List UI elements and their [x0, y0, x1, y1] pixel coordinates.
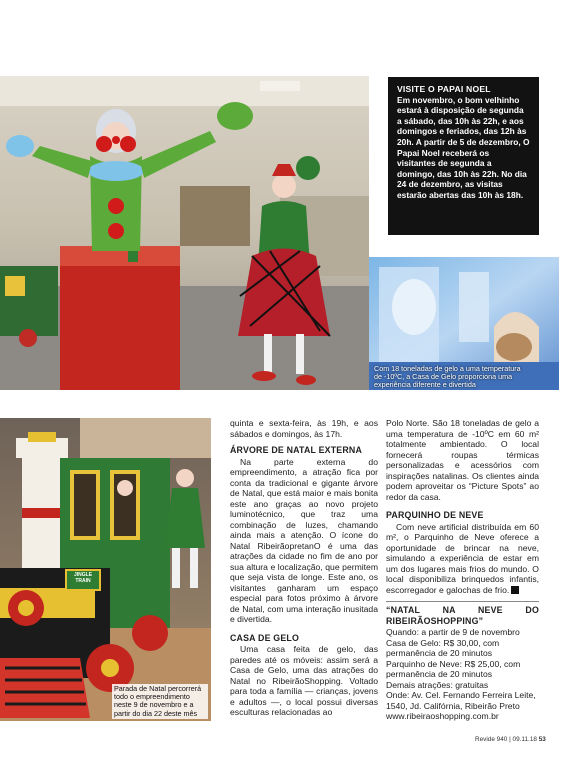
snow-park-paragraph: [386, 522, 539, 596]
info-line: Parquinho de Neve: R$ 25,00, com permanência de 20 minutos: [386, 658, 521, 679]
info-line: Casa de Gelo: R$ 30,00, com permanência de 20 minutos: [386, 637, 500, 658]
ice-house-paragraph-cont: Polo Norte. São 18 toneladas de gelo a uma temperatura de -10ºC em 60 m² totalmente ambientado. O local fornecerá roupas térmicas personalizadas e acessórios com inspirações natalinas. Os clientes ainda podem aproveitar os “Picture Spots” ao redor da casa.: [386, 418, 539, 502]
event-info-list: [386, 627, 539, 722]
heading-tree: ÁRVORE DE NATAL EXTERNA: [230, 445, 363, 455]
snow-park-text: Com neve artificial distribuída em 60 m², o Parquinho de Neve oferece a oportunidade de brincar na neve, simulando a experiência de estar em um dos lugares mais frios do mundo. O local disponibiliza brinquedos infantis, escorregador e galochas de frio.: [386, 521, 539, 595]
page-number: 53: [538, 736, 546, 743]
photo-christmas-train: [0, 418, 211, 721]
heading-event-info: “NATAL NA NEVE DO RIBEIRÃOSHOPPING”: [386, 605, 539, 626]
heading-snow-park: PARQUINHO DE NEVE: [386, 510, 484, 520]
ice-house-paragraph: Uma casa feita de gelo, das paredes até os móveis: assim será a Casa de Gelo, uma das atrações do Natal no RibeirãoShopping. Voltado para toda a família — crianças, jovens e adultos —, o local possui diversas esculturas relacionadas ao: [230, 644, 378, 717]
tree-paragraph: Na parte externa do empreendimento, a atração fica por conta da tradicional e gigante árvore de Natal, que está maior e mais bonita este ano graças ao novo projeto luminotécnico, que traz uma combinação de luzes, chamando ainda mais a atenção. O ícone do Natal RibeirãopretanO é uma das atrações da cidade no fim de ano por sua altura e localização, que permitem que seja vista de longe. Este ano, os visitantes ganharam um espaço especial para fotos próximo à árvore de Natal, com uma interação inusitada e divertida.: [230, 456, 378, 624]
visit-santa-box: [388, 77, 539, 235]
page-footer: [475, 736, 546, 743]
visit-santa-title: VISITE O PAPAI NOEL: [397, 84, 491, 94]
info-line: Quando: a partir de 9 de novembro: [386, 627, 520, 637]
intro-paragraph: quinta e sexta-feira, às 19h, e aos sábados e domingos, às 17h.: [230, 418, 378, 439]
end-of-article-icon: [511, 586, 519, 594]
photo-christmas-characters: [0, 76, 369, 390]
heading-ice-house: CASA DE GELO: [230, 632, 300, 643]
ice-house-caption: Com 18 toneladas de gelo a uma temperatura de -10ºC, a Casa de Gelo proporciona uma experiência diferente e divertida: [374, 364, 521, 390]
train-sign: JINGLE TRAIN: [73, 572, 93, 584]
visit-santa-text: Em novembro, o bom velhinho estará à disposição de segunda a sábado, das 10h às 22h, e aos domingos e feriados, das 12h às 20h. A partir de 5 de dezembro, O Papai Noel receberá os visitantes de segunda a domingo, das 10h às 22h. No dia 24 de dezembro, as visitas estarão abertas das 10h às 18h.: [397, 94, 530, 200]
divider: [386, 601, 539, 602]
info-line: Onde: Av. Cel. Fernando Ferreira Leite, 1540, Jd. Califórnia, Ribeirão Preto: [386, 690, 536, 711]
info-line: Demais atrações: gratuitas: [386, 679, 489, 690]
train-caption: Parada de Natal percorrerá todo o empreendimento neste 9 de novembro e a partir do dia 22 deste mês: [112, 684, 208, 719]
website-link[interactable]: www.ribeiraoshopping.com.br: [386, 711, 499, 721]
issue-label: Revide 940 | 09.11.18: [475, 736, 537, 743]
article-column-right: [386, 418, 539, 722]
article-column-middle: [230, 418, 378, 718]
